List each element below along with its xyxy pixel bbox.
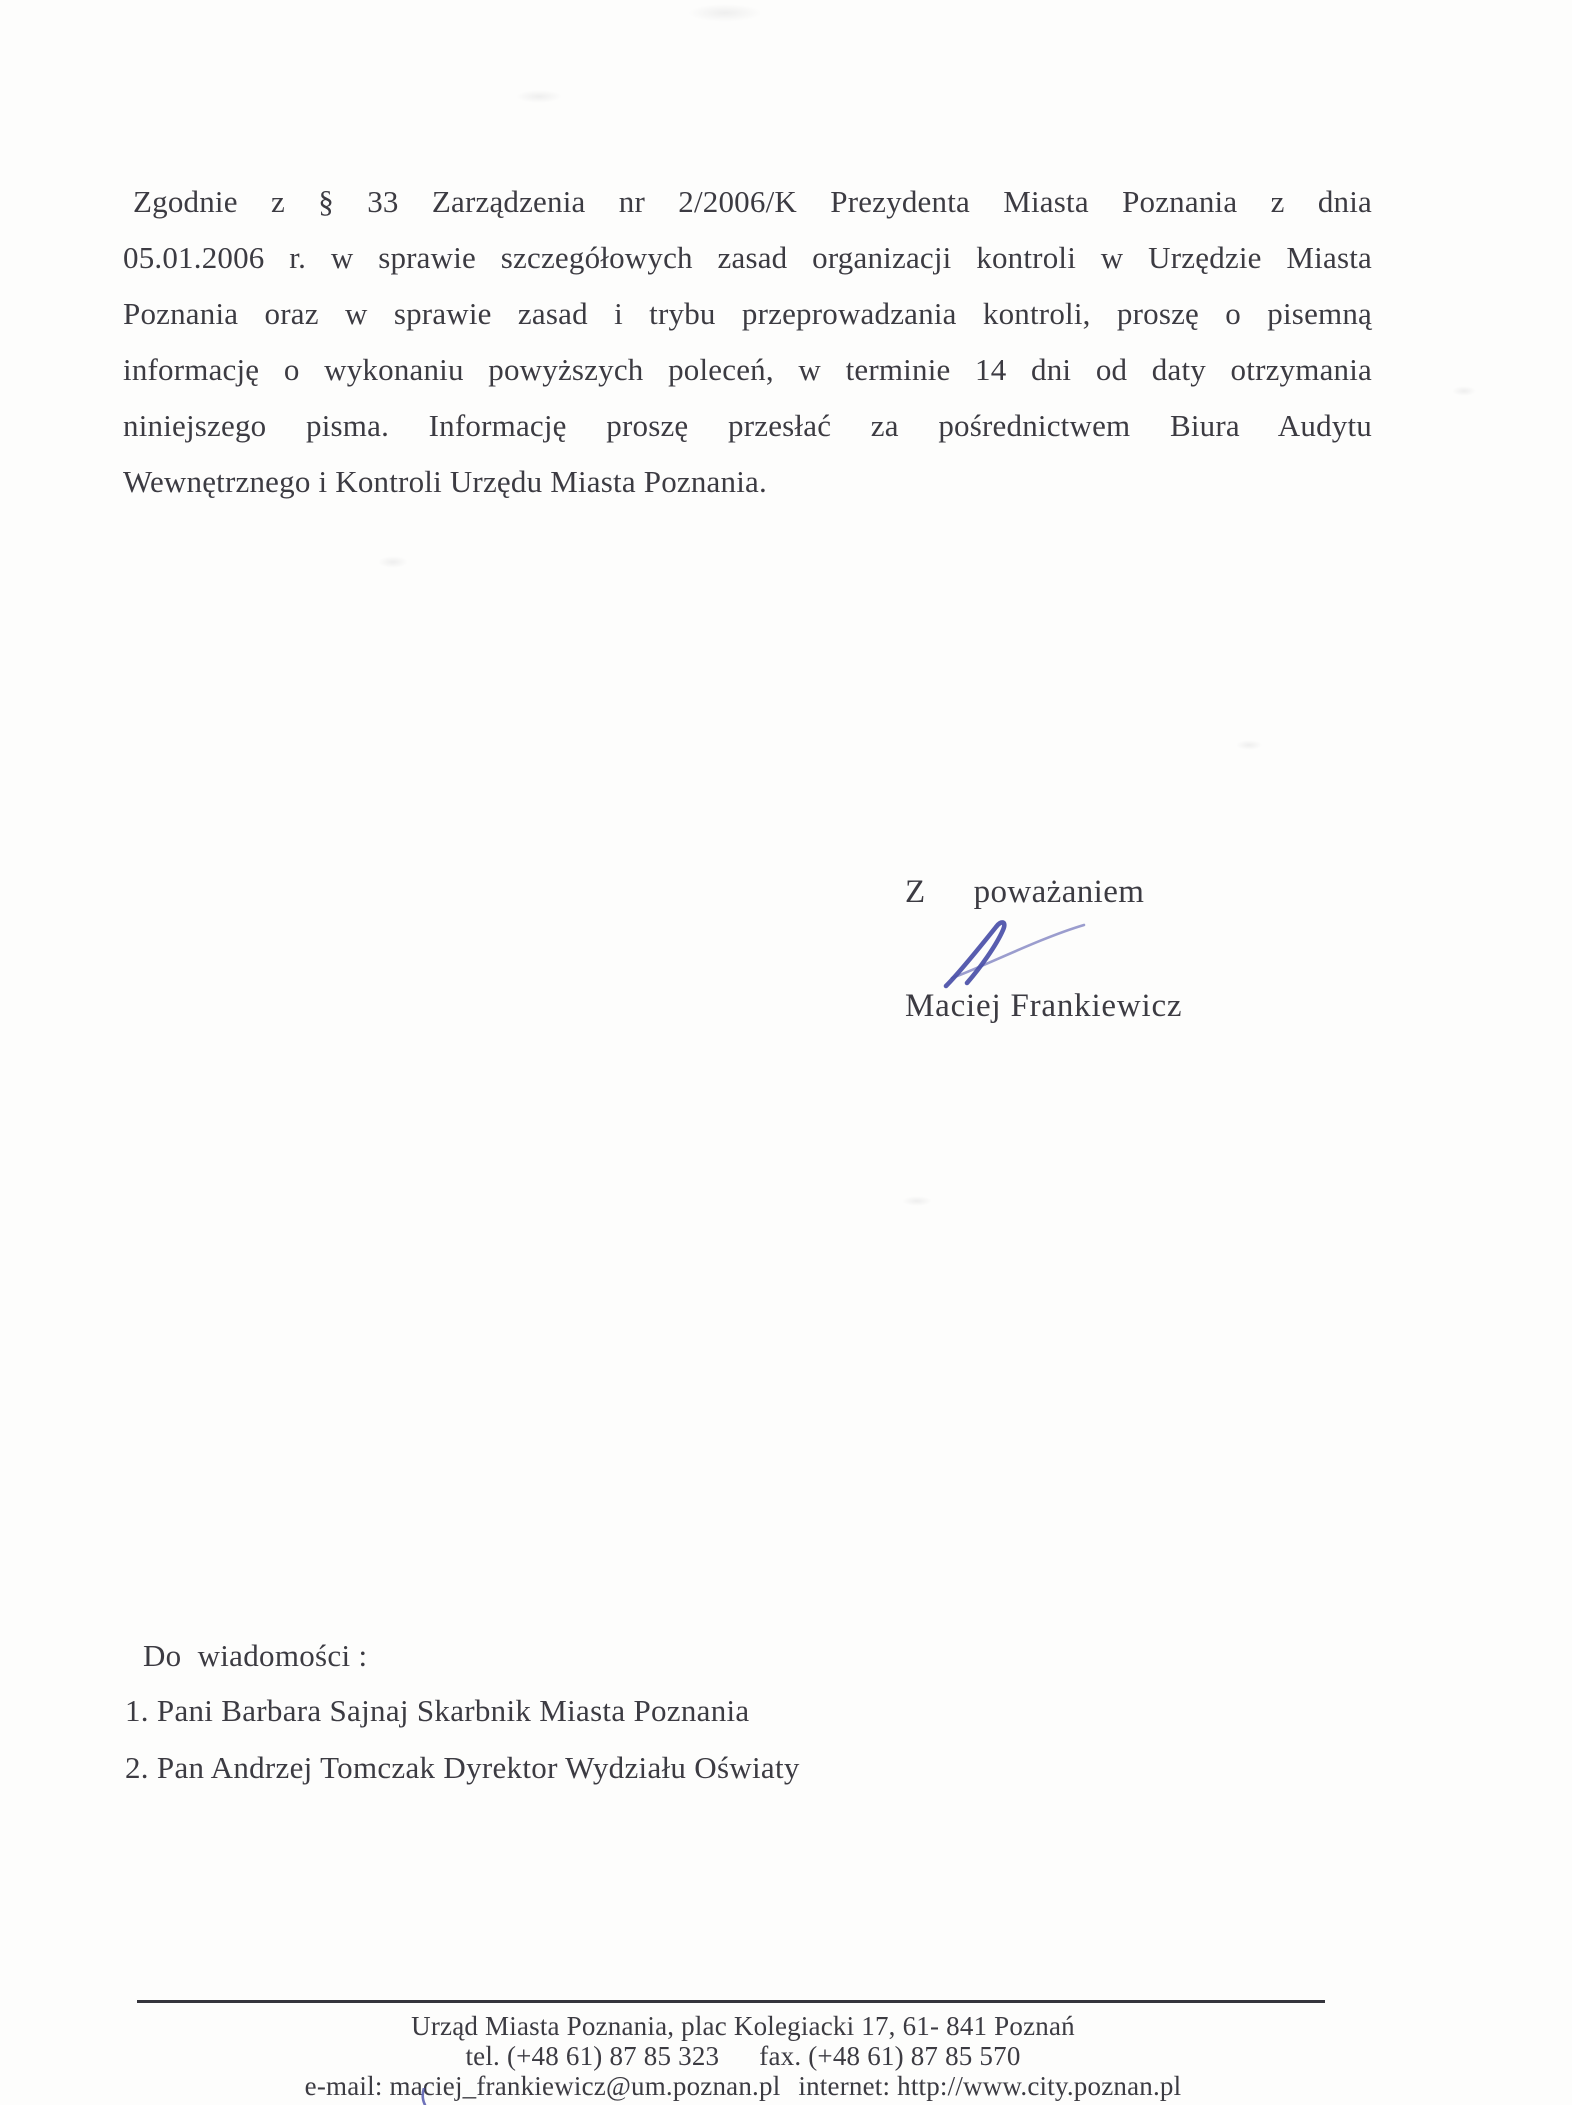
footer-internet: internet: http://www.city.poznan.pl	[798, 2071, 1182, 2101]
distribution-heading: Do wiadomości :	[143, 1638, 368, 1673]
paragraph-line: informację o wykonaniu powyższych poleceń, w terminie 14 dni od daty otrzymania	[123, 352, 1372, 387]
letter-body-paragraph	[123, 174, 1372, 510]
scan-artifact	[378, 556, 408, 568]
footer	[137, 2011, 1349, 2101]
footer-phone-line	[137, 2041, 1349, 2071]
handwritten-signature-icon	[940, 916, 1090, 991]
footer-contact-line	[137, 2071, 1349, 2101]
paragraph-line: Zgodnie z § 33 Zarządzenia nr 2/2006/K Prezydenta Miasta Poznania z dnia	[133, 184, 1372, 219]
paragraph-line: Poznania oraz w sprawie zasad i trybu przeprowadzania kontroli, proszę o pisemną	[123, 296, 1372, 331]
footer-address-line	[137, 2011, 1349, 2041]
footer-tel: tel. (+48 61) 87 85 323	[465, 2041, 720, 2071]
signature-tail-stroke	[952, 925, 1084, 978]
distribution-item: 2. Pan Andrzej Tomczak Dyrektor Wydziału Oświaty	[125, 1750, 800, 1785]
closing-salutation	[905, 874, 1144, 911]
footer-email: e-mail: maciej_frankiewicz@um.poznan.pl	[304, 2071, 781, 2101]
scan-artifact	[688, 4, 762, 22]
footer-address: Urząd Miasta Poznania, plac Kolegiacki 17, 61- 841 Poznań	[411, 2011, 1075, 2041]
pen-mark-stroke	[423, 2088, 425, 2105]
footer-divider	[137, 2000, 1325, 2003]
paragraph-line: niniejszego pisma. Informację proszę przesłać za pośrednictwem Biura Audytu	[123, 408, 1372, 443]
paragraph-line: 05.01.2006 r. w sprawie szczegółowych zasad organizacji kontroli w Urzędzie Miasta	[123, 240, 1372, 275]
scan-artifact	[902, 1196, 932, 1206]
closing-word-z: Z	[905, 874, 926, 910]
footer-fax: fax. (+48 61) 87 85 570	[759, 2041, 1021, 2071]
scan-artifact	[1452, 386, 1476, 396]
closing-word-regards: poważaniem	[973, 874, 1145, 910]
signature-loop-stroke	[946, 922, 1004, 986]
distribution-item: 1. Pani Barbara Sajnaj Skarbnik Miasta Poznania	[125, 1693, 750, 1728]
scan-artifact	[516, 90, 562, 103]
pen-mark-icon	[417, 2088, 431, 2105]
scan-artifact	[1236, 740, 1262, 750]
paragraph-line: Wewnętrznego i Kontroli Urzędu Miasta Poznania.	[123, 464, 767, 499]
signatory-name: Maciej Frankiewicz	[905, 988, 1183, 1024]
